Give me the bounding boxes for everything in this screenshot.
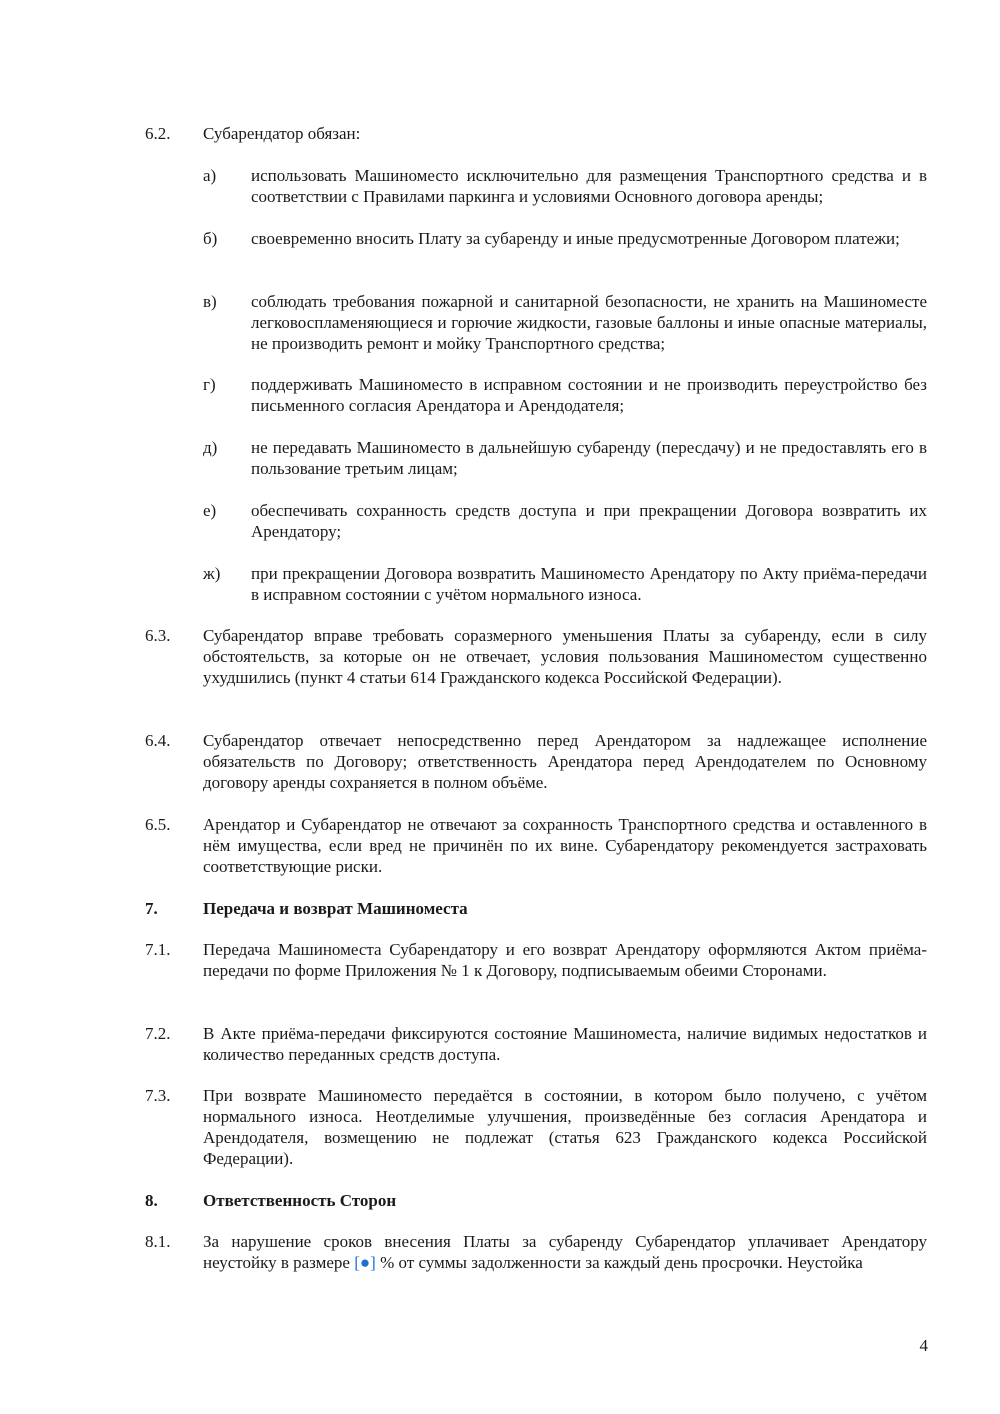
subclause-g-text: поддерживать Машиноместо в исправном состоянии и не производить переустройство без письменного согласия Арендатора и Арендодателя; [251,375,927,415]
clause-8-1-text-end: % от суммы задолженности за каждый день просрочки. Неустойка [375,1253,863,1272]
clause-number-6-2: 6.2. [145,124,171,143]
subclause-v-text: соблюдать требования пожарной и санитарной безопасности, не хранить на Машиноместе легковоспламеняющиеся и горючие жидкости, газовые баллоны и иные опасные материалы, не производить ремонт и мойку Транспортного средства; [251,292,927,353]
clause-7-1-text: Передача Машиноместа Субарендатору и его возврат Арендатору оформляются Актом приёма-передачи по форме Приложения № 1 к Договору, подписываемым обеими Сторонами. [203,940,927,980]
clause-number-7-2: 7.2. [145,1024,171,1043]
subclause-zh-text: при прекращении Договора возвратить Машиноместо Арендатору по Акту приёма-передачи в исправном состоянии с учётом нормального износа. [251,564,927,604]
subclause-b-text: своевременно вносить Плату за субаренду и иные предусмотренные Договором платежи; [251,229,900,248]
clause-6-3-text: Субарендатор вправе требовать соразмерного уменьшения Платы за субаренду, если в силу обстоятельств, за которые он не отвечает, условия пользования Машиноместом существенно ухудшились (пункт 4 статьи 614 Гражданского кодекса Российской Федерации). [203,626,927,687]
section-7-heading: Передача и возврат Машиноместа [203,899,468,918]
clause-6-2-text: Субарендатор обязан: [203,124,361,143]
section-number-7: 7. [145,899,158,918]
clause-number-6-3: 6.3. [145,626,171,645]
subclause-letter-b: б) [203,229,218,248]
penalty-rate-placeholder: [●] [354,1253,376,1272]
clause-6-4-text: Субарендатор отвечает непосредственно перед Арендатором за надлежащее исполнение обязательств по Договору; ответственность Арендатора перед Арендодателем по Основному договору аренды сохраняется в полном объёме. [203,731,927,792]
clause-7-3-text: При возврате Машиноместо передаётся в состоянии, в котором было получено, с учётом нормального износа. Неотделимые улучшения, произведённые без согласия Арендатора и Арендодателя, возмещению не подлежат (статья 623 Гражданского кодекса Российской Федерации). [203,1086,927,1168]
subclause-letter-d: д) [203,438,218,457]
clause-8-1-text [203,1231,927,1273]
page-number: 4 [919,1336,928,1355]
clause-number-7-3: 7.3. [145,1086,171,1105]
clause-number-6-5: 6.5. [145,815,171,834]
subclause-letter-e: е) [203,501,217,520]
clause-6-5-text: Арендатор и Субарендатор не отвечают за сохранность Транспортного средства и оставленного в нём имущества, если вред не причинён по их вине. Субарендатору рекомендуется застраховать соответствующие риски. [203,815,927,876]
section-8-heading: Ответственность Сторон [203,1191,397,1210]
subclause-letter-zh: ж) [203,564,221,583]
clause-number-8-1: 8.1. [145,1232,171,1251]
clause-number-6-4: 6.4. [145,731,171,750]
clause-8-1-text-start: За нарушение сроков внесения Платы за субаренду Субарендатор уплачивает Арендатору неустойку в размере [203,1232,927,1272]
section-number-8: 8. [145,1191,158,1210]
subclause-a-text: использовать Машиноместо исключительно для размещения Транспортного средства и в соответствии с Правилами паркинга и условиями Основного договора аренды; [251,166,927,206]
subclause-letter-g: г) [203,375,216,394]
subclause-letter-a: а) [203,166,217,185]
clause-7-2-text: В Акте приёма-передачи фиксируются состояние Машиноместа, наличие видимых недостатков и количество переданных средств доступа. [203,1024,927,1064]
subclause-e-text: обеспечивать сохранность средств доступа и при прекращении Договора возвратить их Арендатору; [251,501,927,541]
clause-number-7-1: 7.1. [145,940,171,959]
subclause-d-text: не передавать Машиноместо в дальнейшую субаренду (пересдачу) и не предоставлять его в пользование третьим лицам; [251,438,927,478]
subclause-letter-v: в) [203,292,217,311]
